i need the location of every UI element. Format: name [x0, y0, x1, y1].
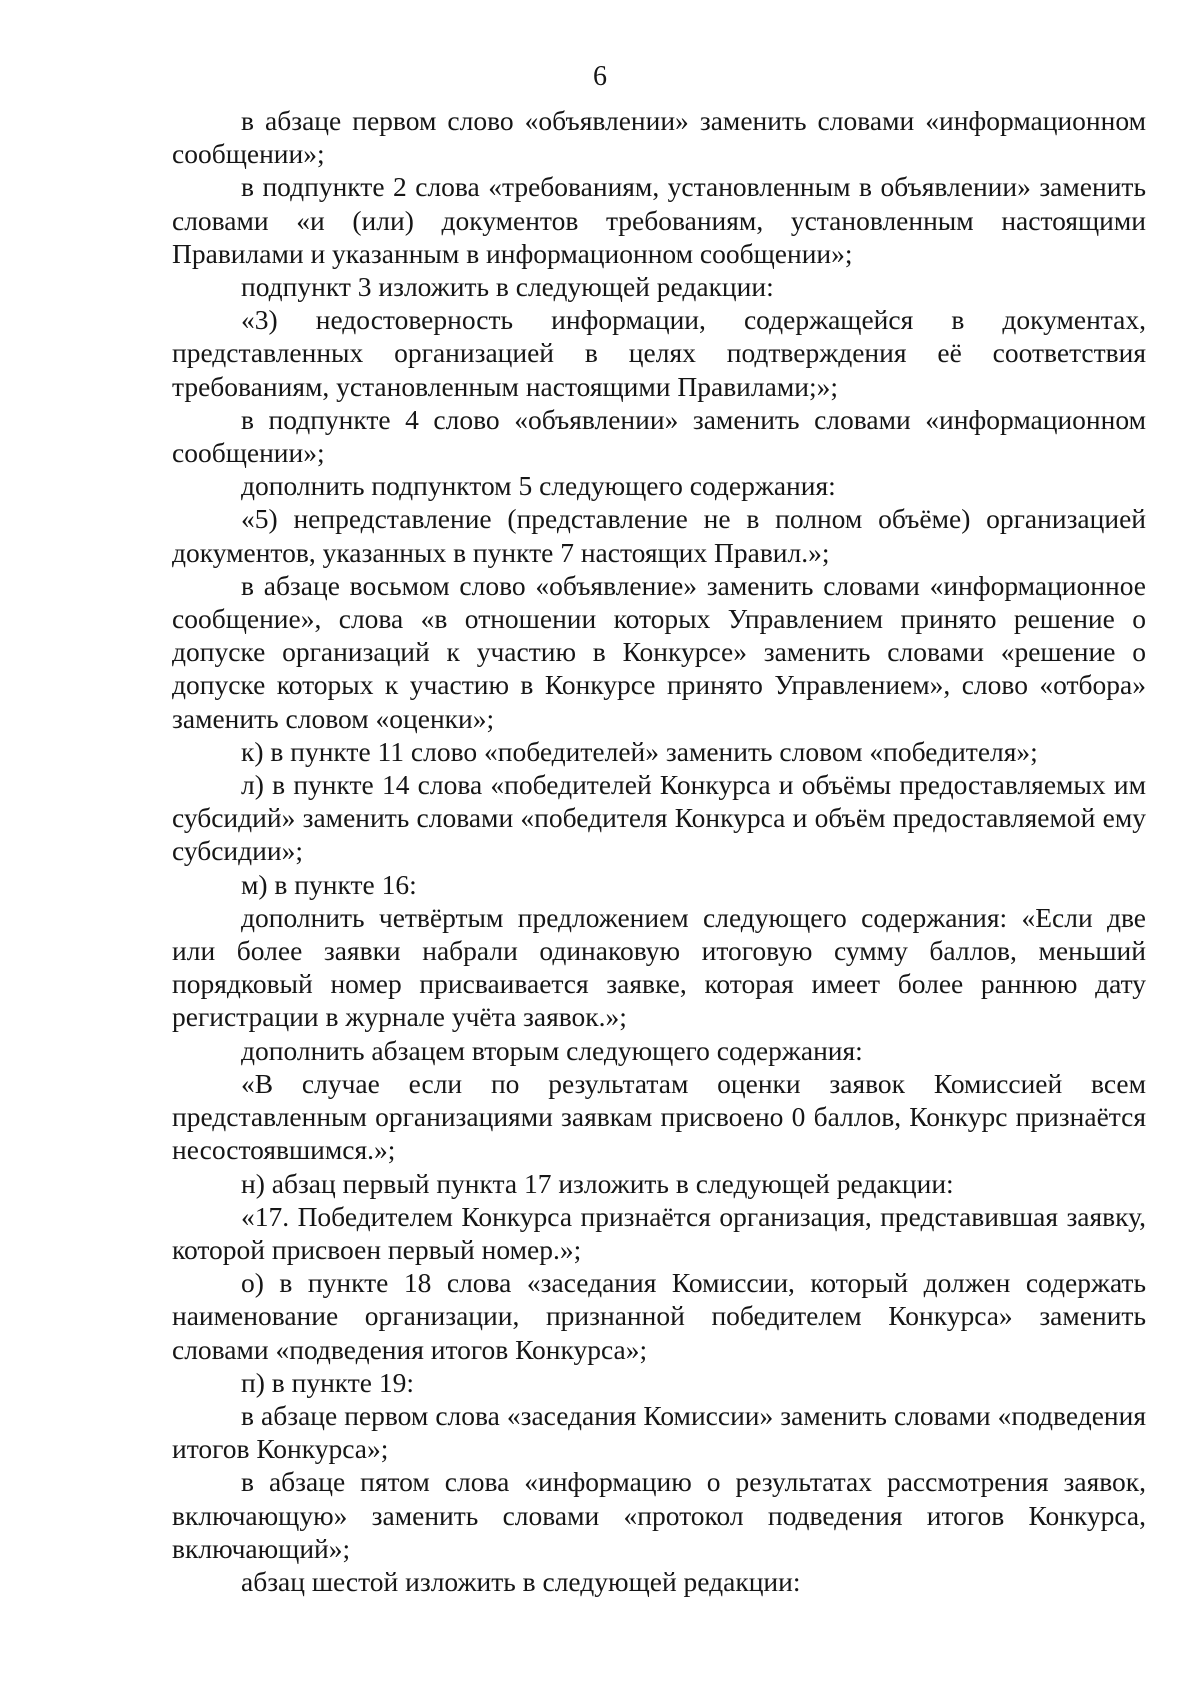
- paragraph: «17. Победителем Конкурса признаётся организация, представившая заявку, которой присвоен первый номер.»;: [172, 1200, 1146, 1265]
- paragraph: «В случае если по результатам оценки заявок Комиссией всем представленным организациями заявкам присвоено 0 баллов, Конкурс признаётся несостоявшимся.»;: [172, 1067, 1146, 1166]
- paragraph: в подпункте 4 слово «объявлении» заменить словами «информационном сообщении»;: [172, 403, 1146, 469]
- paragraph: л) в пункте 14 слова «победителей Конкурса и объёмы предоставляемых им субсидий» заменить словами «победителя Конкурса и объём предоставляемой ему субсидии»;: [172, 769, 1146, 867]
- paragraph: подпункт 3 изложить в следующей редакции:: [241, 271, 774, 303]
- paragraph: в абзаце пятом слова «информацию о результатах рассмотрения заявок, включающую» заменить словами «протокол подведения итогов Конкурса, включающий»;: [172, 1466, 1146, 1564]
- paragraph: дополнить подпунктом 5 следующего содержания:: [241, 470, 836, 502]
- paragraph: дополнить четвёртым предложением следующего содержания: «Если две или более заявки набрали одинаковую итоговую сумму баллов, меньший порядковый номер присваивается заявке, которая имеет более раннюю дату регистрации в журнале учёта заявок.»;: [172, 901, 1146, 1033]
- document-body: [172, 104, 1146, 1598]
- paragraph: в абзаце первом слова «заседания Комиссии» заменить словами «подведения итогов Конкурса»;: [172, 1399, 1146, 1465]
- paragraph: м) в пункте 16:: [241, 868, 417, 900]
- paragraph: в абзаце первом слово «объявлении» заменить словами «информационном сообщении»;: [172, 105, 1146, 170]
- page-number: 6: [593, 61, 607, 92]
- paragraph: о) в пункте 18 слова «заседания Комиссии, который должен содержать наименование организации, признанной победителем Конкурса» заменить словами «подведения итогов Конкурса»;: [172, 1267, 1146, 1365]
- paragraph: в подпункте 2 слова «требованиям, установленным в объявлении» заменить словами «и (или) документов требованиям, установленным настоящими Правилами и указанным в информационном сообщении»;: [172, 171, 1146, 269]
- paragraph: н) абзац первый пункта 17 изложить в следующей редакции:: [241, 1167, 954, 1199]
- paragraph: дополнить абзацем вторым следующего содержания:: [241, 1034, 863, 1066]
- paragraph: п) в пункте 19:: [241, 1366, 415, 1398]
- paragraph: к) в пункте 11 слово «победителей» заменить словом «победителя»;: [241, 735, 1038, 767]
- paragraph: в абзаце восьмом слово «объявление» заменить словами «информационное сообщение», слова «в отношении которых Управлением принято решение о допуске организаций к участию в Конкурсе» заменить словами «решение о допуске которых к участию в Конкурсе принято Управлением», слово «отбора» заменить словом «оценки»;: [172, 569, 1146, 734]
- paragraph: «3) недостоверность информации, содержащейся в документах, представленных организацией в целях подтверждения её соответствия требованиям, установленным настоящими Правилами;»;: [172, 304, 1146, 402]
- paragraph: «5) непредставление (представление не в полном объёме) организацией документов, указанных в пункте 7 настоящих Правил.»;: [172, 503, 1146, 568]
- paragraph: абзац шестой изложить в следующей редакции:: [241, 1565, 801, 1597]
